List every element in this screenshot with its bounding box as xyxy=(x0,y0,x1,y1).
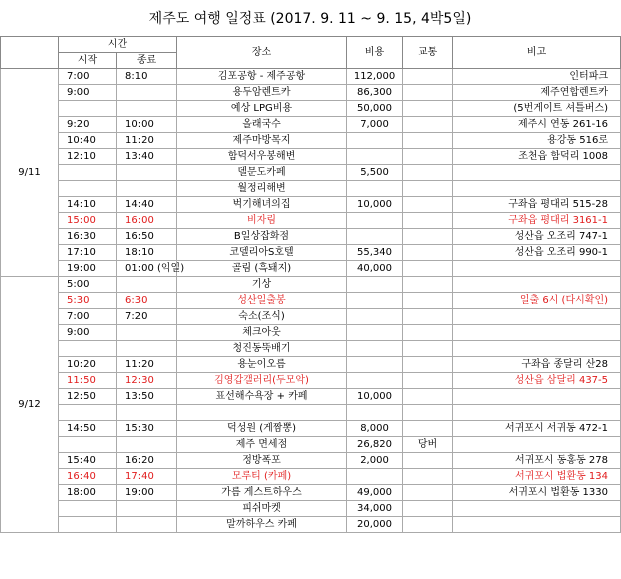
table-row xyxy=(1,85,621,101)
start-time-cell xyxy=(59,405,117,421)
note-cell xyxy=(453,181,621,197)
start-time-cell: 16:30 xyxy=(59,229,117,245)
start-time-cell: 7:00 xyxy=(59,69,117,85)
start-time-cell: 10:20 xyxy=(59,357,117,373)
cost-cell xyxy=(347,149,403,165)
note-cell: 성산읍 오조리 747-1 xyxy=(453,229,621,245)
table-row xyxy=(1,229,621,245)
end-time-cell xyxy=(117,437,177,453)
cost-cell: 26,820 xyxy=(347,437,403,453)
place-cell: 제주 면세점 xyxy=(177,437,347,453)
header-time: 시간 xyxy=(59,37,177,53)
transport-cell xyxy=(403,245,453,261)
table-row xyxy=(1,421,621,437)
day-label: 9/12 xyxy=(1,277,59,533)
header-transport: 교통 xyxy=(403,37,453,69)
cost-cell: 10,000 xyxy=(347,197,403,213)
transport-cell xyxy=(403,421,453,437)
note-cell: 제주시 연동 261-16 xyxy=(453,117,621,133)
table-row xyxy=(1,517,621,533)
end-time-cell: 7:20 xyxy=(117,309,177,325)
table-row xyxy=(1,357,621,373)
header-end: 종료 xyxy=(117,53,177,69)
cost-cell xyxy=(347,405,403,421)
end-time-cell: 01:00 (익일) xyxy=(117,261,177,277)
end-time-cell xyxy=(117,181,177,197)
table-row xyxy=(1,453,621,469)
end-time-cell xyxy=(117,277,177,293)
cost-cell xyxy=(347,373,403,389)
table-row xyxy=(1,341,621,357)
cost-cell xyxy=(347,309,403,325)
transport-cell xyxy=(403,165,453,181)
start-time-cell: 5:00 xyxy=(59,277,117,293)
start-time-cell: 15:00 xyxy=(59,213,117,229)
note-cell: 서귀포시 법환동 1330 xyxy=(453,485,621,501)
start-time-cell: 9:20 xyxy=(59,117,117,133)
transport-cell xyxy=(403,293,453,309)
table-row xyxy=(1,261,621,277)
note-cell: (5번게이트 셔틀버스) xyxy=(453,101,621,117)
table-row xyxy=(1,101,621,117)
note-cell xyxy=(453,437,621,453)
start-time-cell xyxy=(59,181,117,197)
transport-cell xyxy=(403,277,453,293)
table-row xyxy=(1,69,621,85)
end-time-cell: 16:50 xyxy=(117,229,177,245)
start-time-cell: 17:10 xyxy=(59,245,117,261)
end-time-cell xyxy=(117,325,177,341)
table-row xyxy=(1,405,621,421)
page-title: 제주도 여행 일정표 (2017. 9. 11 ~ 9. 15, 4박5일) xyxy=(0,0,620,37)
end-time-cell xyxy=(117,165,177,181)
header-cost: 비용 xyxy=(347,37,403,69)
header-place: 장소 xyxy=(177,37,347,69)
note-cell xyxy=(453,389,621,405)
transport-cell xyxy=(403,501,453,517)
schedule-body xyxy=(1,69,621,533)
end-time-cell xyxy=(117,501,177,517)
end-time-cell: 11:20 xyxy=(117,133,177,149)
end-time-cell: 19:00 xyxy=(117,485,177,501)
place-cell: 체크아웃 xyxy=(177,325,347,341)
table-row xyxy=(1,117,621,133)
note-cell: 구좌읍 평대리 3161-1 xyxy=(453,213,621,229)
cost-cell xyxy=(347,341,403,357)
place-cell: 김포공항 - 제주공항 xyxy=(177,69,347,85)
cost-cell xyxy=(347,133,403,149)
end-time-cell: 11:20 xyxy=(117,357,177,373)
transport-cell xyxy=(403,517,453,533)
note-cell: 용강동 516로 xyxy=(453,133,621,149)
start-time-cell: 9:00 xyxy=(59,325,117,341)
note-cell xyxy=(453,277,621,293)
start-time-cell: 14:10 xyxy=(59,197,117,213)
note-cell: 서귀포시 법환동 134 xyxy=(453,469,621,485)
table-row xyxy=(1,309,621,325)
place-cell: 모루티 (카페) xyxy=(177,469,347,485)
transport-cell xyxy=(403,469,453,485)
cost-cell xyxy=(347,357,403,373)
end-time-cell: 12:30 xyxy=(117,373,177,389)
place-cell: 용두암렌트카 xyxy=(177,85,347,101)
end-time-cell: 14:40 xyxy=(117,197,177,213)
end-time-cell xyxy=(117,405,177,421)
header-start: 시작 xyxy=(59,53,117,69)
schedule-table xyxy=(0,36,621,533)
start-time-cell xyxy=(59,437,117,453)
note-cell xyxy=(453,261,621,277)
place-cell: 골림 (흑돼지) xyxy=(177,261,347,277)
start-time-cell: 10:40 xyxy=(59,133,117,149)
cost-cell: 34,000 xyxy=(347,501,403,517)
place-cell: 벅기해녀의집 xyxy=(177,197,347,213)
note-cell xyxy=(453,325,621,341)
start-time-cell xyxy=(59,501,117,517)
note-cell: 성산읍 삼달리 437-5 xyxy=(453,373,621,389)
transport-cell xyxy=(403,453,453,469)
cost-cell xyxy=(347,469,403,485)
note-cell: 조천읍 함덕리 1008 xyxy=(453,149,621,165)
end-time-cell: 6:30 xyxy=(117,293,177,309)
transport-cell xyxy=(403,405,453,421)
start-time-cell: 19:00 xyxy=(59,261,117,277)
transport-cell xyxy=(403,341,453,357)
table-row xyxy=(1,277,621,293)
end-time-cell: 16:20 xyxy=(117,453,177,469)
note-cell xyxy=(453,405,621,421)
end-time-cell xyxy=(117,341,177,357)
note-cell xyxy=(453,341,621,357)
cost-cell: 5,500 xyxy=(347,165,403,181)
table-row xyxy=(1,181,621,197)
transport-cell xyxy=(403,181,453,197)
cost-cell xyxy=(347,277,403,293)
place-cell: 표선해수욕장 + 카페 xyxy=(177,389,347,405)
note-cell: 서귀포시 동홍동 278 xyxy=(453,453,621,469)
start-time-cell xyxy=(59,517,117,533)
start-time-cell: 7:00 xyxy=(59,309,117,325)
start-time-cell: 12:10 xyxy=(59,149,117,165)
note-cell xyxy=(453,165,621,181)
end-time-cell xyxy=(117,85,177,101)
table-row xyxy=(1,197,621,213)
cost-cell: 50,000 xyxy=(347,101,403,117)
start-time-cell xyxy=(59,341,117,357)
start-time-cell: 15:40 xyxy=(59,453,117,469)
end-time-cell: 13:50 xyxy=(117,389,177,405)
place-cell: 피쉬마켓 xyxy=(177,501,347,517)
place-cell: 덕성원 (게짬뽕) xyxy=(177,421,347,437)
transport-cell xyxy=(403,69,453,85)
end-time-cell: 17:40 xyxy=(117,469,177,485)
end-time-cell xyxy=(117,101,177,117)
transport-cell xyxy=(403,325,453,341)
end-time-cell: 16:00 xyxy=(117,213,177,229)
transport-cell xyxy=(403,213,453,229)
table-row xyxy=(1,501,621,517)
place-cell: 코델리아S호텔 xyxy=(177,245,347,261)
end-time-cell: 10:00 xyxy=(117,117,177,133)
end-time-cell: 18:10 xyxy=(117,245,177,261)
place-cell: 말까하우스 카페 xyxy=(177,517,347,533)
note-cell: 제주연합렌트카 xyxy=(453,85,621,101)
place-cell: 월정리해변 xyxy=(177,181,347,197)
place-cell: 예상 LPG비용 xyxy=(177,101,347,117)
start-time-cell xyxy=(59,101,117,117)
note-cell: 구좌읍 평대리 515-28 xyxy=(453,197,621,213)
table-row xyxy=(1,485,621,501)
table-row xyxy=(1,213,621,229)
note-cell xyxy=(453,517,621,533)
table-row xyxy=(1,293,621,309)
table-row xyxy=(1,469,621,485)
table-row xyxy=(1,437,621,453)
table-row xyxy=(1,389,621,405)
cost-cell: 49,000 xyxy=(347,485,403,501)
note-cell xyxy=(453,309,621,325)
cost-cell xyxy=(347,213,403,229)
place-cell: 김영갑갤러리(두모악) xyxy=(177,373,347,389)
start-time-cell: 11:50 xyxy=(59,373,117,389)
place-cell: 올래국수 xyxy=(177,117,347,133)
note-cell: 성산읍 오조리 990-1 xyxy=(453,245,621,261)
transport-cell xyxy=(403,357,453,373)
cost-cell xyxy=(347,181,403,197)
start-time-cell: 5:30 xyxy=(59,293,117,309)
note-cell: 일출 6시 (다시확인) xyxy=(453,293,621,309)
cost-cell: 20,000 xyxy=(347,517,403,533)
place-cell: 델문도카페 xyxy=(177,165,347,181)
cost-cell: 112,000 xyxy=(347,69,403,85)
transport-cell xyxy=(403,149,453,165)
note-cell: 서귀포시 서귀동 472-1 xyxy=(453,421,621,437)
end-time-cell: 8:10 xyxy=(117,69,177,85)
table-row xyxy=(1,325,621,341)
transport-cell xyxy=(403,373,453,389)
start-time-cell: 9:00 xyxy=(59,85,117,101)
place-cell: 용눈이오름 xyxy=(177,357,347,373)
place-cell: 제주마방목지 xyxy=(177,133,347,149)
cost-cell: 55,340 xyxy=(347,245,403,261)
transport-cell xyxy=(403,101,453,117)
end-time-cell: 15:30 xyxy=(117,421,177,437)
table-row xyxy=(1,133,621,149)
transport-cell xyxy=(403,197,453,213)
transport-cell xyxy=(403,309,453,325)
place-cell: 숙소(조식) xyxy=(177,309,347,325)
day-label: 9/11 xyxy=(1,69,59,277)
start-time-cell: 16:40 xyxy=(59,469,117,485)
cost-cell: 2,000 xyxy=(347,453,403,469)
table-row xyxy=(1,149,621,165)
note-cell: 구좌읍 종달리 산28 xyxy=(453,357,621,373)
table-row xyxy=(1,373,621,389)
cost-cell xyxy=(347,325,403,341)
place-cell: 비자림 xyxy=(177,213,347,229)
place-cell xyxy=(177,405,347,421)
end-time-cell: 13:40 xyxy=(117,149,177,165)
transport-cell: 당버 xyxy=(403,437,453,453)
start-time-cell: 18:00 xyxy=(59,485,117,501)
table-row xyxy=(1,165,621,181)
transport-cell xyxy=(403,485,453,501)
place-cell: 함덕서우봉해변 xyxy=(177,149,347,165)
place-cell: 성산일출봉 xyxy=(177,293,347,309)
cost-cell: 10,000 xyxy=(347,389,403,405)
note-cell: 인터파크 xyxy=(453,69,621,85)
cost-cell xyxy=(347,229,403,245)
place-cell: 정방폭포 xyxy=(177,453,347,469)
start-time-cell: 12:50 xyxy=(59,389,117,405)
place-cell: B일상잡화점 xyxy=(177,229,347,245)
header-note: 비고 xyxy=(453,37,621,69)
header-day xyxy=(1,37,59,69)
start-time-cell: 14:50 xyxy=(59,421,117,437)
place-cell: 가름 게스트하우스 xyxy=(177,485,347,501)
transport-cell xyxy=(403,389,453,405)
place-cell: 기상 xyxy=(177,277,347,293)
transport-cell xyxy=(403,133,453,149)
transport-cell xyxy=(403,117,453,133)
cost-cell: 86,300 xyxy=(347,85,403,101)
start-time-cell xyxy=(59,165,117,181)
place-cell: 청진동뚝배기 xyxy=(177,341,347,357)
cost-cell: 7,000 xyxy=(347,117,403,133)
cost-cell: 40,000 xyxy=(347,261,403,277)
cost-cell: 8,000 xyxy=(347,421,403,437)
table-row xyxy=(1,245,621,261)
cost-cell xyxy=(347,293,403,309)
end-time-cell xyxy=(117,517,177,533)
note-cell xyxy=(453,501,621,517)
transport-cell xyxy=(403,85,453,101)
transport-cell xyxy=(403,261,453,277)
transport-cell xyxy=(403,229,453,245)
